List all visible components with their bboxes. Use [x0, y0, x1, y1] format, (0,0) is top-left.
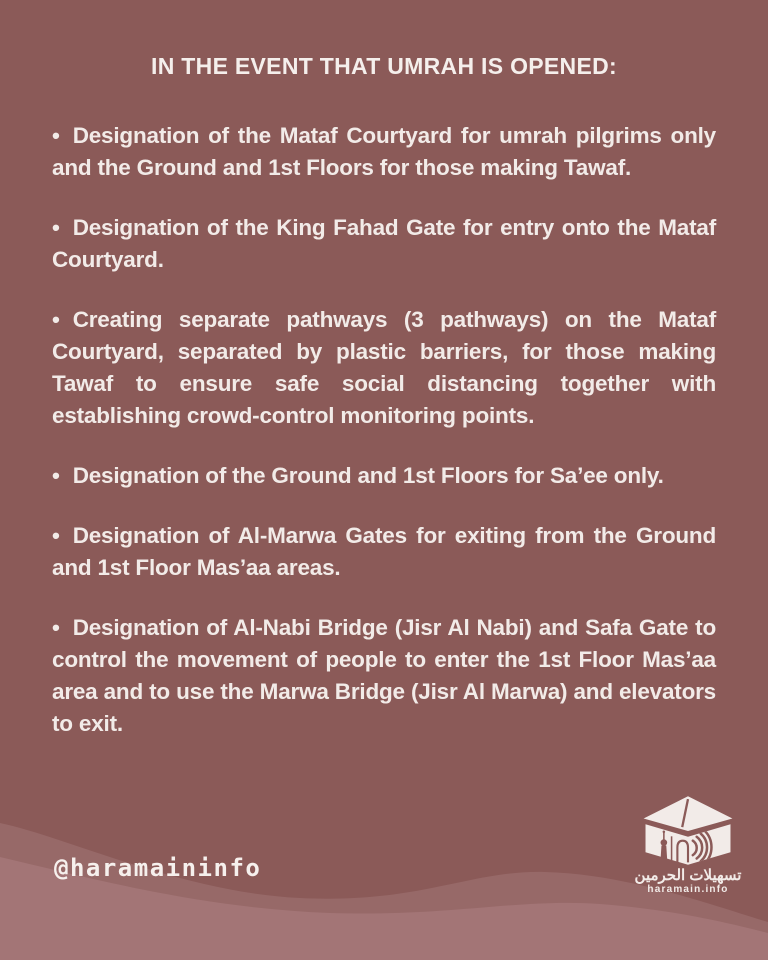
list-item	[52, 460, 716, 492]
logo-arabic-text: تسهيلات الحرمين	[634, 867, 742, 884]
logo-domain-text: haramain.info	[647, 884, 729, 895]
list-item	[52, 520, 716, 584]
bullet-marker: •	[52, 123, 60, 148]
bullet-text: Designation of the King Fahad Gate for entry onto the Mataf Courtyard.	[52, 215, 716, 272]
list-item	[52, 612, 716, 740]
bullet-marker: •	[52, 307, 60, 332]
bullet-text: Designation of Al-Nabi Bridge (Jisr Al Nabi) and Safa Gate to control the movement of people to enter the 1st Floor Mas’aa area and to use the Marwa Bridge (Jisr Al Marwa) and elevators to exit.	[52, 615, 716, 736]
bullet-text: Designation of Al-Marwa Gates for exiting from the Ground and 1st Floor Mas’aa areas.	[52, 523, 716, 580]
kaaba-icon	[632, 796, 744, 866]
bullet-list	[52, 120, 716, 740]
bullet-text: Designation of the Ground and 1st Floors for Sa’ee only.	[72, 463, 664, 488]
bullet-marker: •	[52, 463, 60, 488]
list-item	[52, 304, 716, 432]
list-item	[52, 212, 716, 276]
footer	[0, 790, 768, 960]
social-handle: @haramaininfo	[54, 854, 262, 882]
bullet-marker: •	[52, 523, 60, 548]
list-item	[52, 120, 716, 184]
bullet-marker: •	[52, 615, 60, 640]
bullet-text: Designation of the Mataf Courtyard for umrah pilgrims only and the Ground and 1st Floors for those making Tawaf.	[52, 123, 716, 180]
bullet-marker: •	[52, 215, 60, 240]
brand-logo	[622, 796, 754, 896]
bullet-text: Creating separate pathways (3 pathways) on the Mataf Courtyard, separated by plastic barriers, for those making Tawaf to ensure safe social distancing together with establishing crowd-control monitoring points.	[52, 307, 716, 428]
page-title: IN THE EVENT THAT UMRAH IS OPENED:	[151, 53, 617, 79]
